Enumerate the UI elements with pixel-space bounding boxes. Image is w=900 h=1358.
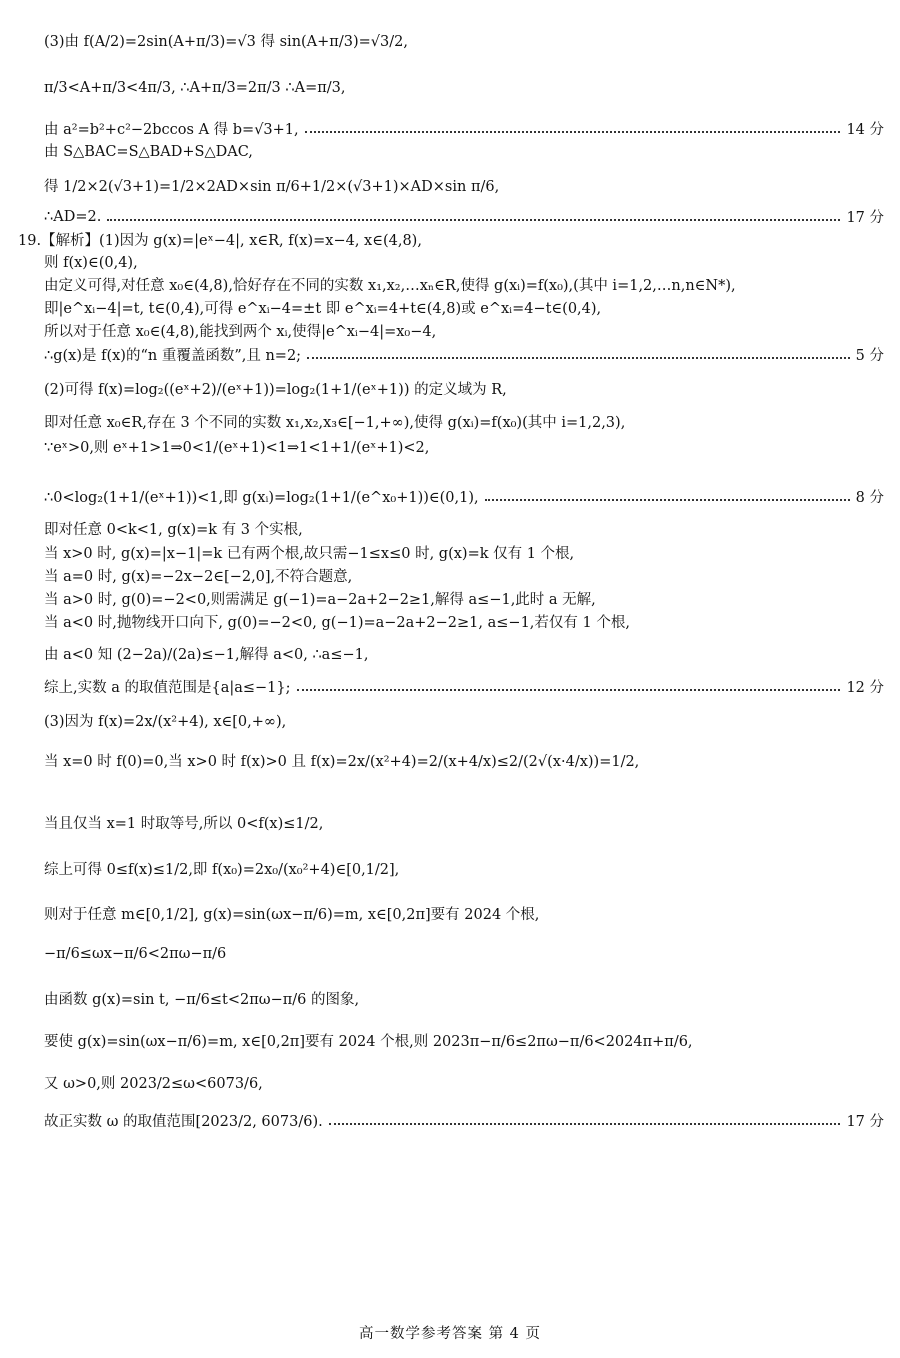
solution-line-text: 故正实数 ω 的取值范围[2023/2, 6073/6). [44,1114,323,1130]
solution-line-text: 19.【解析】(1)因为 g(x)=|eˣ−4|, x∈R, f(x)=x−4, x∈(4,8), [18,233,422,249]
solution-line [44,676,884,697]
score-label: 5 分 [855,348,884,364]
solution-line-text: ∴AD=2. [44,208,102,225]
solution-line [44,565,884,586]
dot-leader [107,219,840,221]
solution-line [44,320,884,341]
solution-line-text: 综上,实数 a 的取值范围是{a|a≤−1}; [44,680,291,696]
solution-line [44,118,884,139]
solution-line-text: 即对任意 0<k<1, g(x)=k 有 3 个实根, [44,522,303,538]
solution-line [44,946,884,962]
score-label: 8 分 [855,490,884,506]
solution-line [44,436,884,457]
solution-line-text: 当 a=0 时, g(x)=−2x−2∈[−2,0],不符合题意, [44,569,353,585]
solution-line [44,1030,884,1051]
solution-line-text: π/3<A+π/3<4π/3, ∴A+π/3=2π/3 ∴A=π/3, [44,80,346,96]
solution-line-text: 综上可得 0≤f(x)≤1/2,即 f(x₀)=2x₀/(x₀²+4)∈[0,1/2], [44,862,400,878]
solution-line [44,611,884,632]
solution-line-text: 由函数 g(x)=sin t, −π/6≤t<2πω−π/6 的图象, [44,992,360,1008]
solution-line-text: ∴g(x)是 f(x)的“n 重覆盖函数”,且 n=2; [44,348,302,364]
dot-leader [329,1123,841,1125]
solution-line-text: 则对于任意 m∈[0,1/2], g(x)=sin(ωx−π/6)=m, x∈[0,2π]要有 2024 个根, [44,907,540,923]
solution-line-text: (3)由 f(A/2)=2sin(A+π/3)=√3 得 sin(A+π/3)=√3/2, [44,34,408,50]
solution-line-text: (2)可得 f(x)=log₂((eˣ+2)/(eˣ+1))=log₂(1+1/(eˣ+1)) 的定义域为 R, [44,382,507,398]
dot-leader [307,357,850,359]
score-label: 12 分 [846,680,884,696]
solution-line-text: 当 a<0 时,抛物线开口向下, g(0)=−2<0, g(−1)=a−2a+2−2≥1, a≤−1,若仅有 1 个根, [44,615,630,631]
solution-line [44,812,884,833]
dot-leader [485,499,850,501]
solution-line-text: 即对任意 x₀∈R,存在 3 个不同的实数 x₁,x₂,x₃∈[−1,+∞),使得 g(xᵢ)=f(x₀)(其中 i=1,2,3), [44,415,626,431]
solution-line [44,988,884,1009]
solution-line-text: 则 f(x)∈(0,4), [44,255,138,271]
solution-line-text: 即|e^xᵢ−4|=t, t∈(0,4),可得 e^xᵢ−4=±t 即 e^xᵢ=4+t∈(4,8)或 e^xᵢ=4−t∈(0,4), [44,301,602,317]
solution-line [44,80,884,96]
solution-line-text: −π/6≤ωx−π/6<2πω−π/6 [44,946,227,962]
solution-line-text: 当且仅当 x=1 时取等号,所以 0<f(x)≤1/2, [44,816,324,832]
solution-line [44,175,884,196]
dot-leader [297,689,841,691]
solution-line [44,542,884,563]
solution-line [44,297,884,318]
solution-line-text: 得 1/2×2(√3+1)=1/2×2AD×sin π/6+1/2×(√3+1)×AD×sin π/6, [44,179,500,195]
solution-line-text: ∴0<log₂(1+1/(eˣ+1))<1,即 g(xᵢ)=log₂(1+1/(e^x₀+1))∈(0,1), [44,490,479,506]
solution-line [44,411,884,432]
solution-line [44,140,884,161]
solution-line [44,1110,884,1131]
solution-line-text: 由 a²=b²+c²−2bccos A 得 b=√3+1, [44,122,299,138]
solution-line-text: (3)因为 f(x)=2x/(x²+4), x∈[0,+∞), [44,714,287,730]
solution-line [44,378,884,399]
solution-line-text: 又 ω>0,则 2023/2≤ω<6073/6, [44,1076,263,1092]
solution-line-text: 由定义可得,对任意 x₀∈(4,8),恰好存在不同的实数 x₁,x₂,…xₙ∈R,使得 g(xᵢ)=f(x₀),(其中 i=1,2,…n,n∈N*), [44,278,736,294]
solution-line-text: 要使 g(x)=sin(ωx−π/6)=m, x∈[0,2π]要有 2024 个根,则 2023π−π/6≤2πω−π/6<2024π+π/6, [44,1034,693,1050]
solution-line-text: 所以对于任意 x₀∈(4,8),能找到两个 xᵢ,使得|e^xᵢ−4|=x₀−4, [44,324,437,340]
solution-line [44,1072,884,1093]
solution-line [18,229,884,250]
solution-line [44,274,884,295]
solution-line [44,643,884,664]
solution-line [44,486,884,507]
score-label: 17 分 [846,210,884,226]
dot-leader [305,131,841,133]
solution-line [44,251,884,272]
solution-line [44,588,884,609]
solution-line-text: ∵eˣ>0,则 eˣ+1>1⇒0<1/(eˣ+1)<1⇒1<1+1/(eˣ+1)<2, [44,440,430,456]
solution-line [44,903,884,924]
solution-line [44,344,884,365]
score-label: 14 分 [846,122,884,138]
solution-line-text: 当 x>0 时, g(x)=|x−1|=k 已有两个根,故只需−1≤x≤0 时, g(x)=k 仅有 1 个根, [44,546,575,562]
solution-line-text: 当 a>0 时, g(0)=−2<0,则需满足 g(−1)=a−2a+2−2≥1,解得 a≤−1,此时 a 无解, [44,592,596,608]
solution-line [44,750,884,771]
page-footer: 高一数学参考答案 第 4 页 [358,1326,542,1342]
solution-line [44,30,884,51]
score-label: 17 分 [846,1114,884,1130]
solution-line-text: 当 x=0 时 f(0)=0,当 x>0 时 f(x)>0 且 f(x)=2x/(x²+4)=2/(x+4/x)≤2/(2√(x·4/x))=1/2, [44,754,640,770]
solution-line-text: 由 a<0 知 (2−2a)/(2a)≤−1,解得 a<0, ∴a≤−1, [44,647,369,663]
solution-line [44,518,884,539]
solution-line [44,858,884,879]
solution-line-text: 由 S△BAC=S△BAD+S△DAC, [44,144,253,160]
solution-line [44,206,884,227]
solution-line [44,710,884,731]
